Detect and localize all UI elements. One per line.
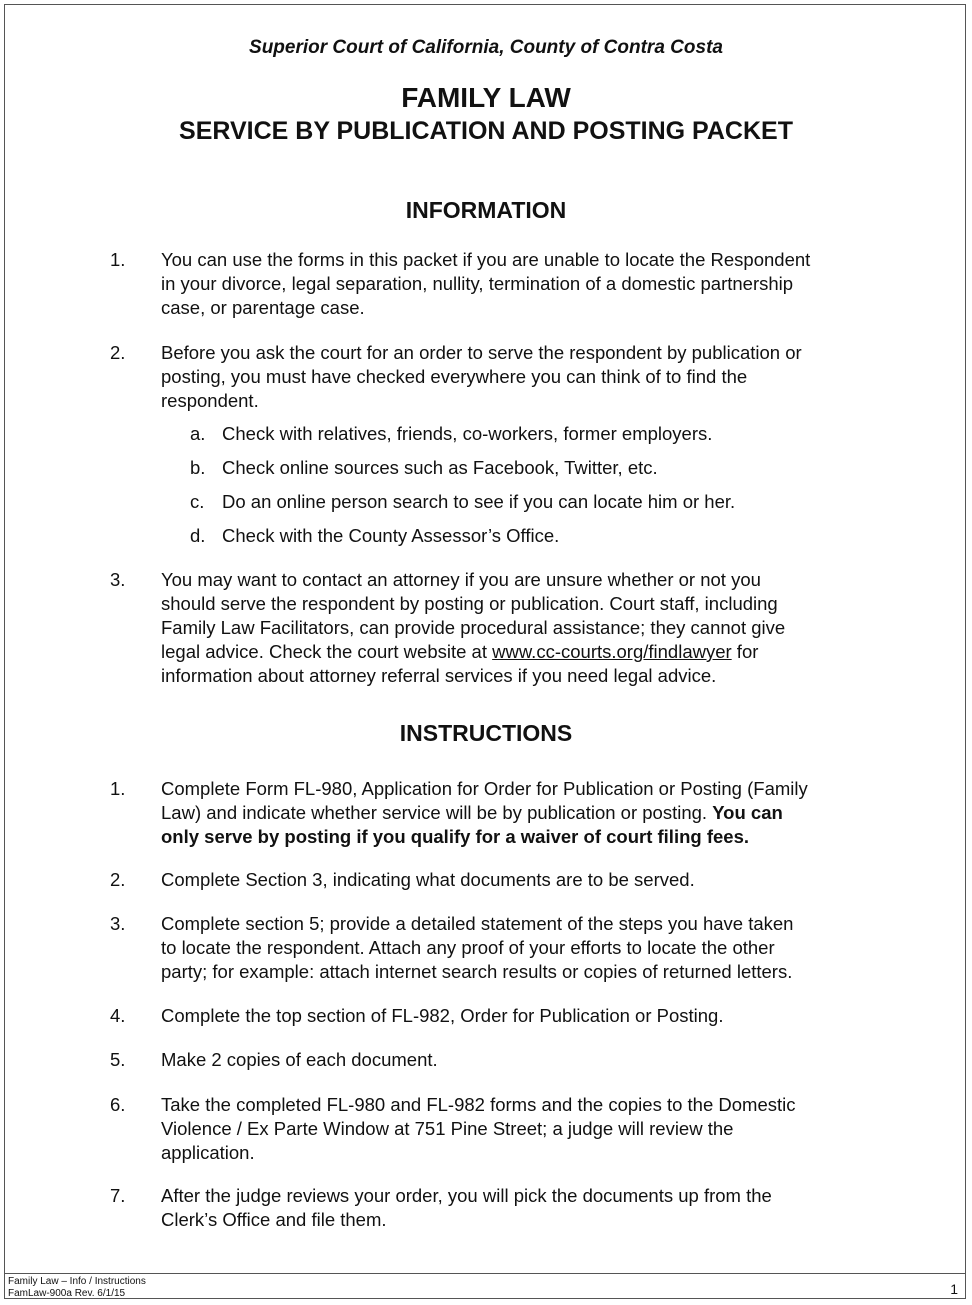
item-line: Clerk’s Office and file them. [161,1209,387,1230]
item-text [161,1004,901,1028]
item-line: to locate the respondent. Attach any proof of your efforts to locate the other [161,937,775,958]
subitem-text: Check with relatives, friends, co-workers, former employers. [222,423,713,444]
item-line: in your divorce, legal separation, nullity, termination of a domestic partnership [161,273,794,294]
document-title: FAMILY LAW [401,82,571,113]
item-line: Family Law Facilitators, can provide procedural assistance; they cannot give [161,617,786,638]
footer-line: FamLaw-900a Rev. 6/1/15 [8,1287,126,1299]
find-lawyer-link[interactable]: www.cc-courts.org/findlawyer [492,641,732,662]
item-number: 6. [110,1094,126,1115]
item-text [161,777,901,849]
item-text [161,1093,901,1165]
item-number: 4. [110,1005,126,1026]
subitem-text: Do an online person search to see if you can locate him or her. [222,491,736,512]
item-line: Complete Section 3, indicating what documents are to be served. [161,869,695,890]
item-line: case, or parentage case. [161,297,365,318]
subitem-letter: b. [190,457,206,478]
item-line: party; for example: attach internet search results or copies of returned letters. [161,961,793,982]
subitem-letter: a. [190,423,206,444]
item-text [161,1048,901,1072]
item-line: You can use the forms in this packet if you are unable to locate the Respondent [161,249,811,270]
footer-form-info [8,1276,146,1299]
item-number: 2. [110,342,126,363]
item-line: Violence / Ex Parte Window at 751 Pine Street; a judge will review the [161,1118,734,1139]
item-number: 3. [110,569,126,590]
subitem-text: Check with the County Assessor’s Office. [222,525,560,546]
item-text [161,868,901,892]
item-line: application. [161,1142,255,1163]
item-line: After the judge reviews your order, you will pick the documents up from the [161,1185,772,1206]
item-line: Take the completed FL-980 and FL-982 forms and the copies to the Domestic [161,1094,796,1115]
footer-divider [4,1273,966,1274]
item-line: respondent. [161,390,259,411]
item-number: 2. [110,869,126,890]
item-number: 1. [110,778,126,799]
line-text: Law) and indicate whether service will be by publication or posting. [161,802,713,823]
item-text [161,341,901,413]
footer-line: Family Law – Info / Instructions [8,1276,146,1287]
item-text [161,1184,901,1232]
line-text: legal advice. Check the court website at [161,641,493,662]
information-heading: INFORMATION [405,197,567,223]
item-number: 7. [110,1185,126,1206]
item-line: Complete the top section of FL-982, Order for Publication or Posting. [161,1005,724,1026]
item-number: 5. [110,1049,126,1070]
item-number: 3. [110,913,126,934]
item-line: You may want to contact an attorney if you are unsure whether or not you [161,569,761,590]
subitem-text: Check online sources such as Facebook, Twitter, etc. [222,457,658,478]
item-line [161,640,901,664]
item-line: Complete section 5; provide a detailed statement of the steps you have taken [161,913,794,934]
page-number: 1 [950,1281,958,1297]
item-text [161,568,901,688]
item-line: should serve the respondent by posting or publication. Court staff, including [161,593,778,614]
bold-text: You can [712,802,783,823]
subitem-letter: d. [190,525,206,546]
item-number: 1. [110,249,126,270]
item-text [161,912,901,984]
item-line: only serve by posting if you qualify for a waiver of court filing fees. [161,826,749,847]
subitem-letter: c. [190,491,205,512]
instructions-heading: INSTRUCTIONS [399,720,573,746]
document-subtitle: SERVICE BY PUBLICATION AND POSTING PACKET [179,117,793,145]
court-name: Superior Court of California, County of Contra Costa [249,37,723,58]
item-line: Before you ask the court for an order to serve the respondent by publication or [161,342,802,363]
item-line: Complete Form FL-980, Application for Order for Publication or Posting (Family [161,778,808,799]
item-line: posting, you must have checked everywhere you can think of to find the [161,366,748,387]
item-line: Make 2 copies of each document. [161,1049,438,1070]
item-line [161,801,901,825]
line-text: for [731,641,759,662]
item-text [161,248,901,320]
item-line: information about attorney referral services if you need legal advice. [161,665,717,686]
